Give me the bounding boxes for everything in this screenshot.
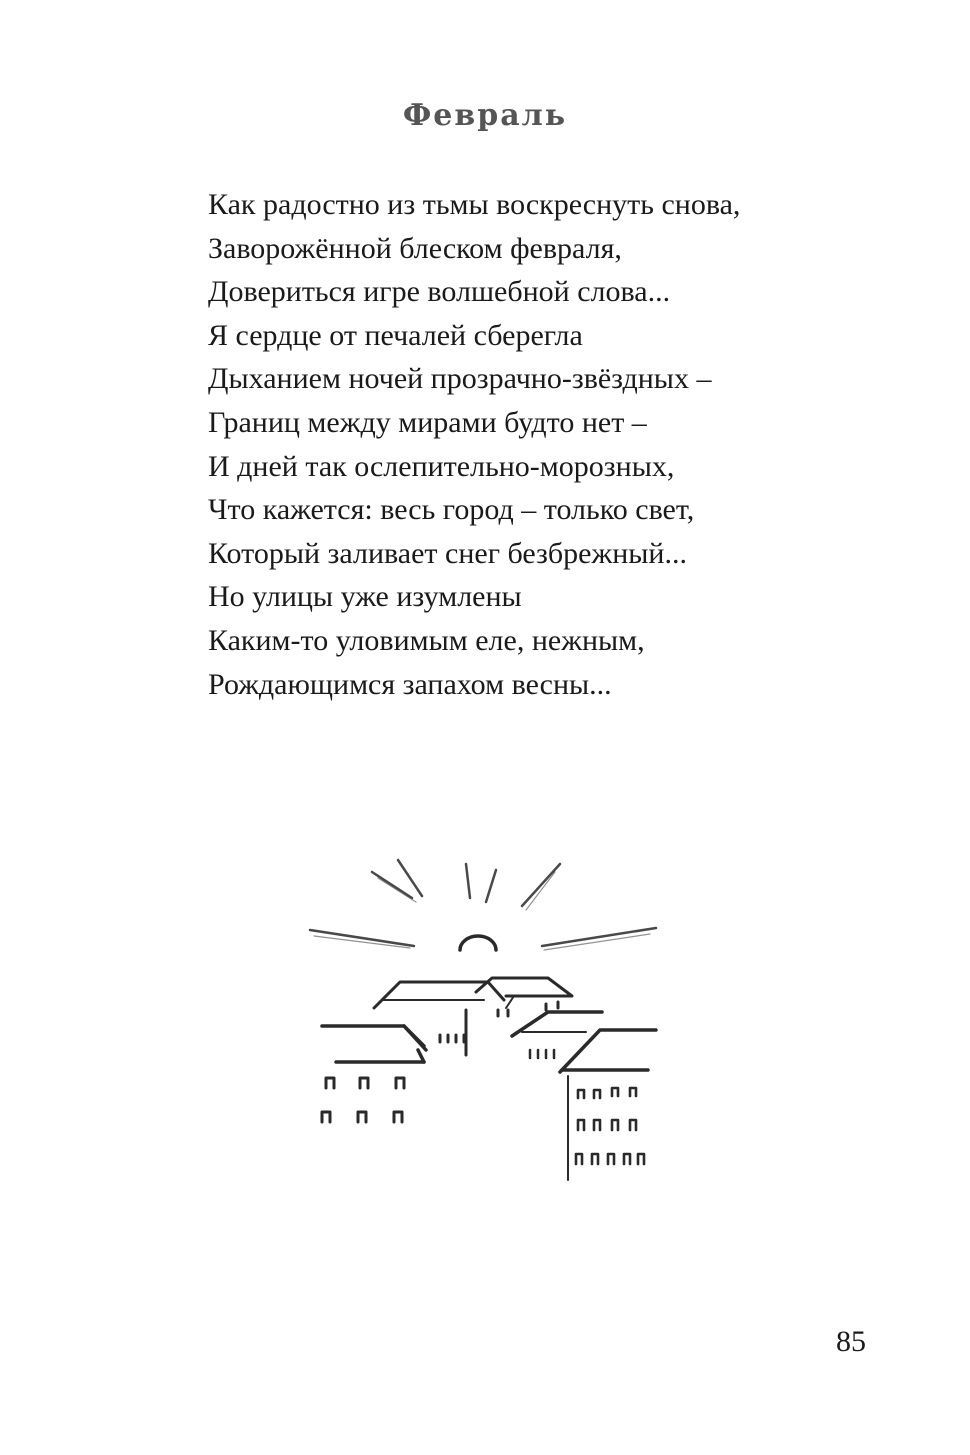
page-number: 85: [836, 1325, 866, 1358]
poem-title: Февраль: [402, 98, 568, 133]
poem-body: [208, 183, 848, 706]
poem-line: Как радостно из тьмы воскреснуть снова,: [208, 188, 741, 221]
back-buildings: [374, 978, 572, 1058]
poem-line: Каким-то уловимым еле, нежным,: [208, 623, 645, 657]
left-building: [322, 1026, 426, 1122]
poem-line: Но улицы уже изумлены: [208, 580, 522, 614]
poem-line: Рождающимся запахом весны...: [208, 667, 612, 701]
sun-icon: [460, 936, 496, 950]
poem-line: Дыханием ночей прозрачно-звёздных –: [208, 362, 712, 396]
poem-line: Я сердце от печалей сберегла: [208, 318, 583, 352]
poem-line: И дней так ослепительно-морозных,: [208, 449, 675, 483]
poem-line: Заворожённой блеском февраля,: [208, 231, 622, 265]
poem-line: Который заливает снег безбрежный...: [208, 536, 687, 570]
poem-line: Границ между мирами будто нет –: [208, 405, 647, 439]
poem-line: Довериться игре волшебной слова...: [208, 275, 671, 309]
poem-line: Что кажется: весь город – только свет,: [208, 493, 695, 527]
right-building: [512, 1012, 656, 1180]
sun-over-town-sketch-icon: [300, 850, 670, 1190]
